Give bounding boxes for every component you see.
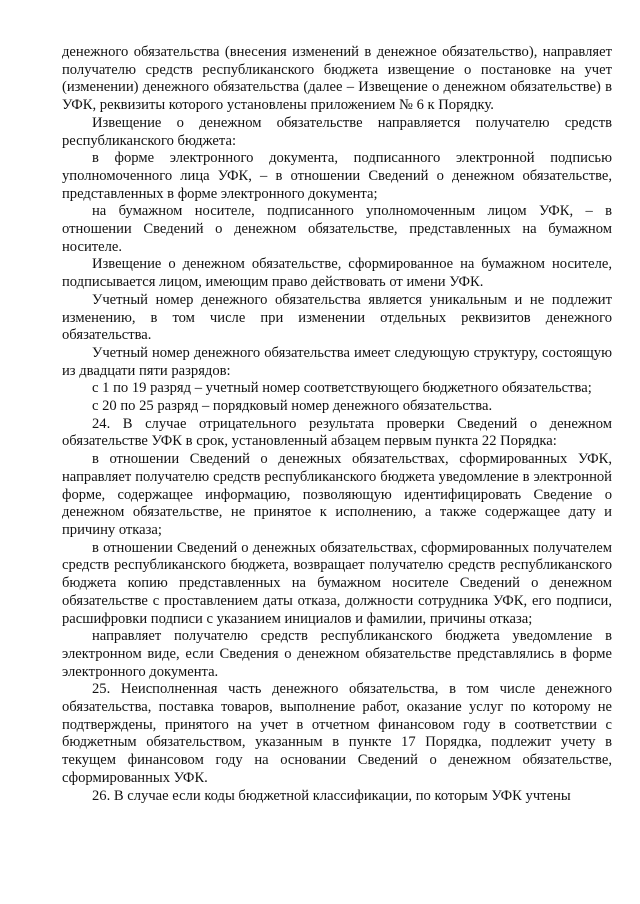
paragraph-item-24-ufk: в отношении Сведений о денежных обязательствах, сформированных УФК, направляет получателю средств республиканского бюджета уведомление в электронной форме, содержащее информацию, позволяющую идентифицировать Сведение о денежном обязательстве, не принятое к исполнению, а также содержащее дату и причину отказа; — [62, 451, 612, 538]
paragraph-digits-20-25: с 20 по 25 разряд – порядковый номер денежного обязательства. — [92, 398, 493, 415]
paragraph-electronic-form: в форме электронного документа, подписанного электронной подписью уполномоченного лица УФК, – в отношении Сведений о денежном обязательстве, представленных в форме электронного документа; — [62, 150, 612, 202]
paragraph-item-24: 24. В случае отрицательного результата проверки Сведений о денежном обязательстве УФК в срок, установленный абзацем первым пункта 22 Порядка: — [62, 415, 612, 450]
paragraph-account-number-unique: Учетный номер денежного обязательства является уникальным и не подлежит изменению, в том числе при изменении отдельных реквизитов денежного обязательства. — [62, 291, 612, 344]
paragraph-account-number-structure: Учетный номер денежного обязательства имеет следующую структуру, состоящую из двадцати пяти разрядов: — [62, 344, 612, 379]
paragraph-paper-form: на бумажном носителе, подписанного уполномоченным лицом УФК, – в отношении Сведений о денежном обязательстве, представленных на бумажном носителе. — [62, 203, 612, 255]
paragraph-item-24-recipient: в отношении Сведений о денежных обязательствах, сформированных получателем средств республиканского бюджета, возвращает получателю средств республиканского бюджета копию представленных на бумажном носителе Сведений о денежном обязательстве с проставлением даты отказа, должности сотрудника УФК, его подписи, расшифровки подписи с указанием инициалов и фамилии, причины отказа; — [62, 539, 612, 627]
paragraph-item-24-notification: направляет получателю средств республиканского бюджета уведомление в электронном виде, если Сведения о денежном обязательстве представлялись в форме электронного документа. — [62, 628, 612, 680]
paragraph-notice-sending: Извещение о денежном обязательстве направляется получателю средств республиканского бюджета: — [62, 114, 612, 149]
paragraph-paper-signing: Извещение о денежном обязательстве, сформированное на бумажном носителе, подписывается лицом, имеющим право действовать от имени УФК. — [62, 256, 612, 291]
document-page — [62, 44, 612, 805]
paragraph-item-25: 25. Неисполненная часть денежного обязательства, в том числе денежного обязательства, поставка товаров, выполнение работ, оказание услуг по которому не подтверждены, принятого на учет в отчетном финансовом году в соответствии с бюджетным обязательством, указанным в пункте 17 Порядка, подлежит учету в текущем финансовом году на основании Сведений о денежном обязательстве, сформированных УФК. — [62, 681, 612, 786]
paragraph-continuation: денежного обязательства (внесения изменений в денежное обязательство), направляет получателю средств республиканского бюджета извещение о постановке на учет (изменении) денежного обязательства (далее – Извещение о денежном обязательстве) в УФК, реквизиты которого установлены приложением № 6 к Порядку. — [62, 44, 612, 114]
paragraph-item-26: 26. В случае если коды бюджетной классификации, по которым УФК учтены — [92, 787, 571, 804]
paragraph-digits-1-19: с 1 по 19 разряд – учетный номер соответствующего бюджетного обязательства; — [92, 380, 592, 397]
